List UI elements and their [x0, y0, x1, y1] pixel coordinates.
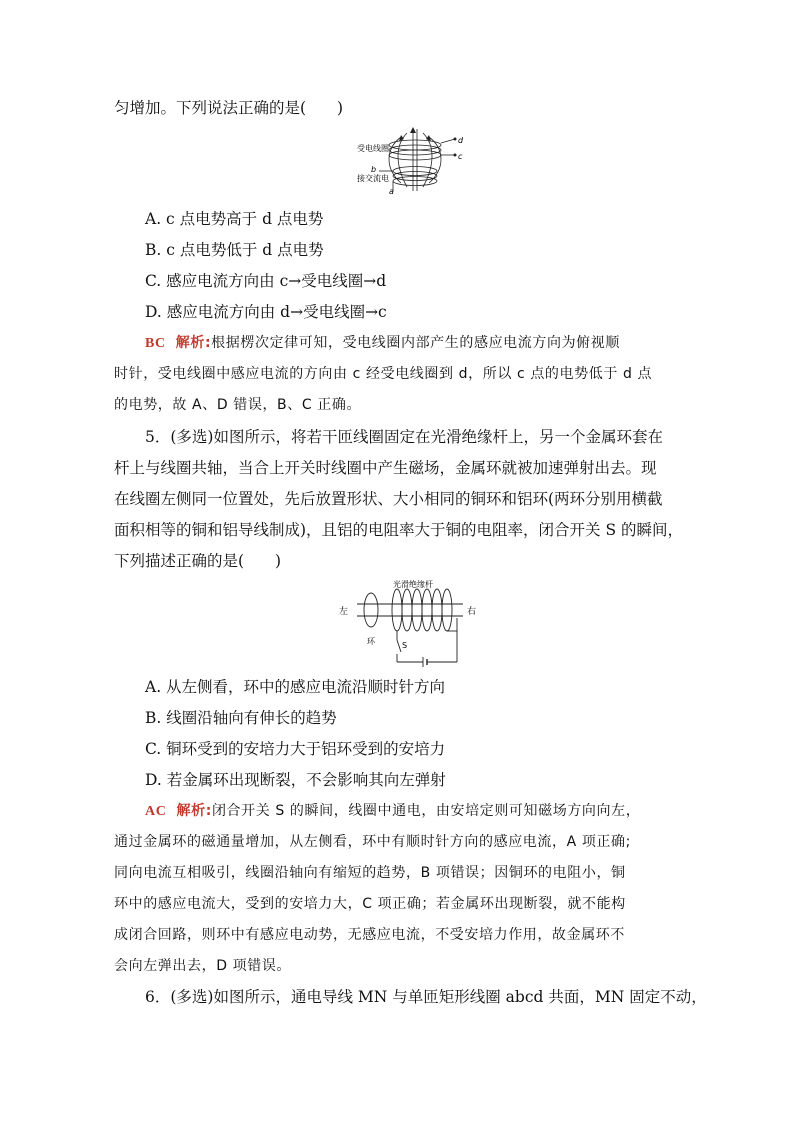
q5-option-a: A. 从左侧看，环中的感应电流沿顺时针方向	[145, 678, 446, 696]
label-receive-coil: 受电线圈	[357, 144, 389, 153]
q4-answer: BC	[145, 336, 166, 351]
q4-analysis-label: 解析:	[175, 335, 212, 351]
q4-explanation-line-3: 的电势，故 A、D 错误，B、C 正确。	[114, 397, 362, 413]
q5-stem-line-3: 在线圈左侧同一位置处，先后放置形状、大小相同的铜环和铝环(两环分别用横截	[114, 490, 663, 508]
q5-stem-line-4: 面积相等的铜和铝导线制成)，且铝的电阻率大于铜的电阻率，闭合开关 S 的瞬间，	[114, 521, 684, 539]
label-rod: 光滑绝缘杆	[393, 580, 433, 589]
metal-ring	[364, 593, 378, 627]
label-switch: S	[402, 641, 408, 650]
receive-coil	[389, 140, 441, 160]
q4-option-d: D. 感应电流方向由 d→受电线圈→c	[145, 303, 387, 321]
coil-loops	[392, 589, 452, 631]
q4-option-b: B. c 点电势低于 d 点电势	[145, 241, 324, 259]
q4-option-c: C. 感应电流方向由 c→受电线圈→d	[145, 272, 387, 290]
point-d: d	[458, 136, 464, 145]
q5-stem-line-5: 下列描述正确的是( )	[114, 552, 282, 570]
q4-explanation-line-1: BC 解析:根据楞次定律可知，受电线圈内部产生的感应电流方向为俯视顺	[145, 335, 620, 351]
q5-explanation-line-6: 会向左弹出去，D 项错误。	[114, 958, 292, 974]
q5-explanation-line-1: AC 解析:闭合开关 S 的瞬间，线圈中通电，由安培定则可知磁场方向向左，	[145, 803, 641, 819]
point-a: a	[389, 187, 394, 195]
q4-option-a: A. c 点电势高于 d 点电势	[145, 210, 324, 228]
label-right: 右	[467, 607, 477, 617]
q5-stem-line-2: 杆上与线圈共轴，当合上开关时线圈中产生磁场，金属环就被加速弹射出去。现	[114, 459, 657, 477]
q5-answer: AC	[145, 804, 167, 819]
q5-analysis-label: 解析:	[176, 803, 212, 819]
intro-line: 匀增加。下列说法正确的是( )	[114, 99, 344, 117]
label-ac-source: 接交流电	[357, 174, 389, 183]
figure-coil-rod	[335, 578, 485, 668]
q5-option-b: B. 线圈沿轴向有伸长的趋势	[145, 709, 337, 727]
q5-explanation-line-5: 成闭合回路，则环中有感应电动势，无感应电流，不受安培力作用，故金属环不	[114, 927, 625, 943]
q4-explanation-line-2: 时针，受电线圈中感应电流的方向由 c 经受电线圈到 d，所以 c 点的电势低于 d 点	[114, 366, 653, 382]
label-ring: 环	[367, 637, 375, 646]
q5-option-d: D. 若金属环出现断裂，不会影响其向左弹射	[145, 771, 446, 789]
figure-coils	[355, 125, 475, 195]
q5-option-c: C. 铜环受到的安培力大于铝环受到的安培力	[145, 740, 446, 758]
q5-explanation-line-2: 通过金属环的磁通量增加，从左侧看，环中有顺时针方向的感应电流，A 项正确;	[114, 834, 631, 850]
q5-explanation-line-3: 同向电流互相吸引，线圈沿轴向有缩短的趋势，B 项错误；因铜环的电阻小，铜	[114, 865, 626, 881]
point-c: c	[458, 152, 463, 161]
q6-stem-line-1: 6．(多选)如图所示，通电导线 MN 与单匝矩形线圈 abcd 共面，MN 固定不动，	[145, 988, 707, 1006]
label-left: 左	[339, 607, 349, 617]
q5-stem-line-1: 5．(多选)如图所示，将若干匝线圈固定在光滑绝缘杆上，另一个金属环套在	[145, 428, 663, 446]
point-b: b	[371, 165, 377, 174]
q5-explanation-line-4: 环中的感应电流大，受到的安培力大，C 项正确；若金属环出现断裂，就不能构	[114, 896, 626, 912]
